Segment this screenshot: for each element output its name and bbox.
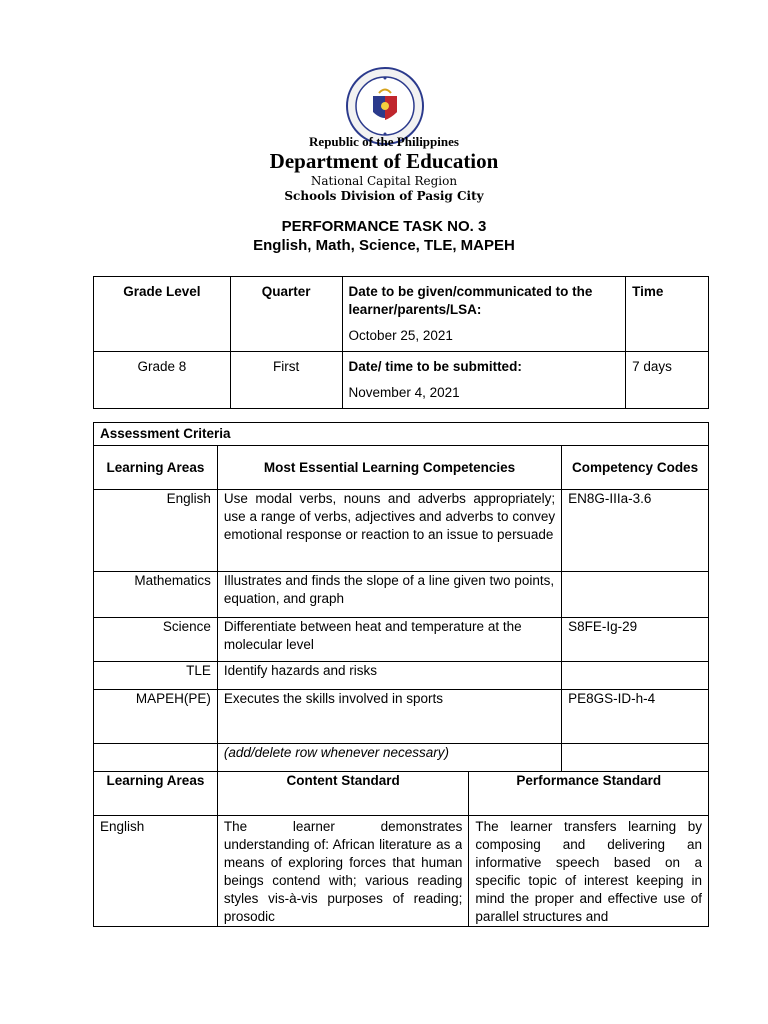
- add-row-note: (add/delete row whenever necessary): [217, 744, 561, 772]
- date-submit-cell: [342, 352, 626, 409]
- table-row: [94, 662, 709, 690]
- code-english: EN8G-IIIa-3.6: [562, 490, 709, 572]
- code-mathematics: [562, 572, 709, 618]
- table-row: [94, 772, 709, 816]
- melc-mapeh: Executes the skills involved in sports: [217, 690, 561, 744]
- performance-standard-english: [469, 816, 709, 927]
- grade-value: Grade 8: [94, 352, 231, 409]
- area-science: Science: [94, 618, 218, 662]
- table-row: [94, 277, 709, 352]
- republic-line: Republic of the Philippines: [309, 134, 459, 149]
- table-row: [94, 490, 709, 572]
- date-given-value: October 25, 2021: [348, 328, 453, 343]
- time-header: Time: [626, 277, 709, 352]
- quarter-value: First: [230, 352, 342, 409]
- assessment-criteria-title: Assessment Criteria: [94, 423, 709, 446]
- code-mapeh: PE8GS-ID-h-4: [562, 690, 709, 744]
- area-english: English: [94, 490, 218, 572]
- melc-science: Differentiate between heat and temperature at the molecular level: [217, 618, 561, 662]
- table-row: [94, 572, 709, 618]
- date-submit-label: Date/ time to be submitted:: [348, 359, 522, 374]
- code-tle: [562, 662, 709, 690]
- competency-codes-header: Competency Codes: [562, 446, 709, 490]
- date-given-label: Date to be given/communicated to the learner/parents/LSA:: [348, 284, 593, 317]
- area-mathematics: Mathematics: [94, 572, 218, 618]
- melc-mathematics: Illustrates and finds the slope of a line given two points, equation, and graph: [217, 572, 561, 618]
- quarter-header: Quarter: [230, 277, 342, 352]
- department-title: Department of Education: [269, 149, 499, 173]
- division-line: Schools Division of Pasig City: [284, 189, 484, 203]
- learning-areas-header: Learning Areas: [94, 446, 218, 490]
- table-row: [94, 690, 709, 744]
- date-given-cell: [342, 277, 626, 352]
- table-row: [94, 618, 709, 662]
- melc-tle: Identify hazards and risks: [217, 662, 561, 690]
- table-row: [94, 446, 709, 490]
- task-info-table: [93, 276, 709, 409]
- table-row: [94, 352, 709, 409]
- content-standard-english: [217, 816, 469, 927]
- table-row: [94, 816, 709, 927]
- code-science: S8FE-Ig-29: [562, 618, 709, 662]
- content-standard-text: The learner demonstrates understanding of: African literature as a means of exploring forces that human beings contend with; various reading styles vis-à-vis purposes of reading; prosodic: [223, 819, 463, 924]
- performance-standard-text: The learner transfers learning by composing and delivering an informative speech based on a specific topic of interest keeping in mind the proper and effective use of parallel structures and: [475, 819, 702, 924]
- melc-header: Most Essential Learning Competencies: [217, 446, 561, 490]
- time-value: 7 days: [626, 352, 709, 409]
- learning-areas-header-2: Learning Areas: [94, 772, 218, 816]
- standards-area-english: English: [94, 816, 218, 927]
- assessment-criteria-table: [93, 422, 709, 927]
- task-subjects: English, Math, Science, TLE, MAPEH: [253, 237, 515, 254]
- content-standard-header: Content Standard: [217, 772, 469, 816]
- table-row: [94, 423, 709, 446]
- grade-level-header: Grade Level: [94, 277, 231, 352]
- performance-standard-header: Performance Standard: [469, 772, 709, 816]
- task-title: PERFORMANCE TASK NO. 3: [281, 218, 487, 235]
- area-mapeh: MAPEH(PE): [94, 690, 218, 744]
- region-line: National Capital Region: [310, 174, 458, 188]
- date-submit-value: November 4, 2021: [348, 385, 460, 400]
- area-tle: TLE: [94, 662, 218, 690]
- table-row: [94, 744, 709, 772]
- melc-english: Use modal verbs, nouns and adverbs appropriately; use a range of verbs, adjectives and adverbs to convey emotional response or reaction to an issue to persuade: [217, 490, 561, 572]
